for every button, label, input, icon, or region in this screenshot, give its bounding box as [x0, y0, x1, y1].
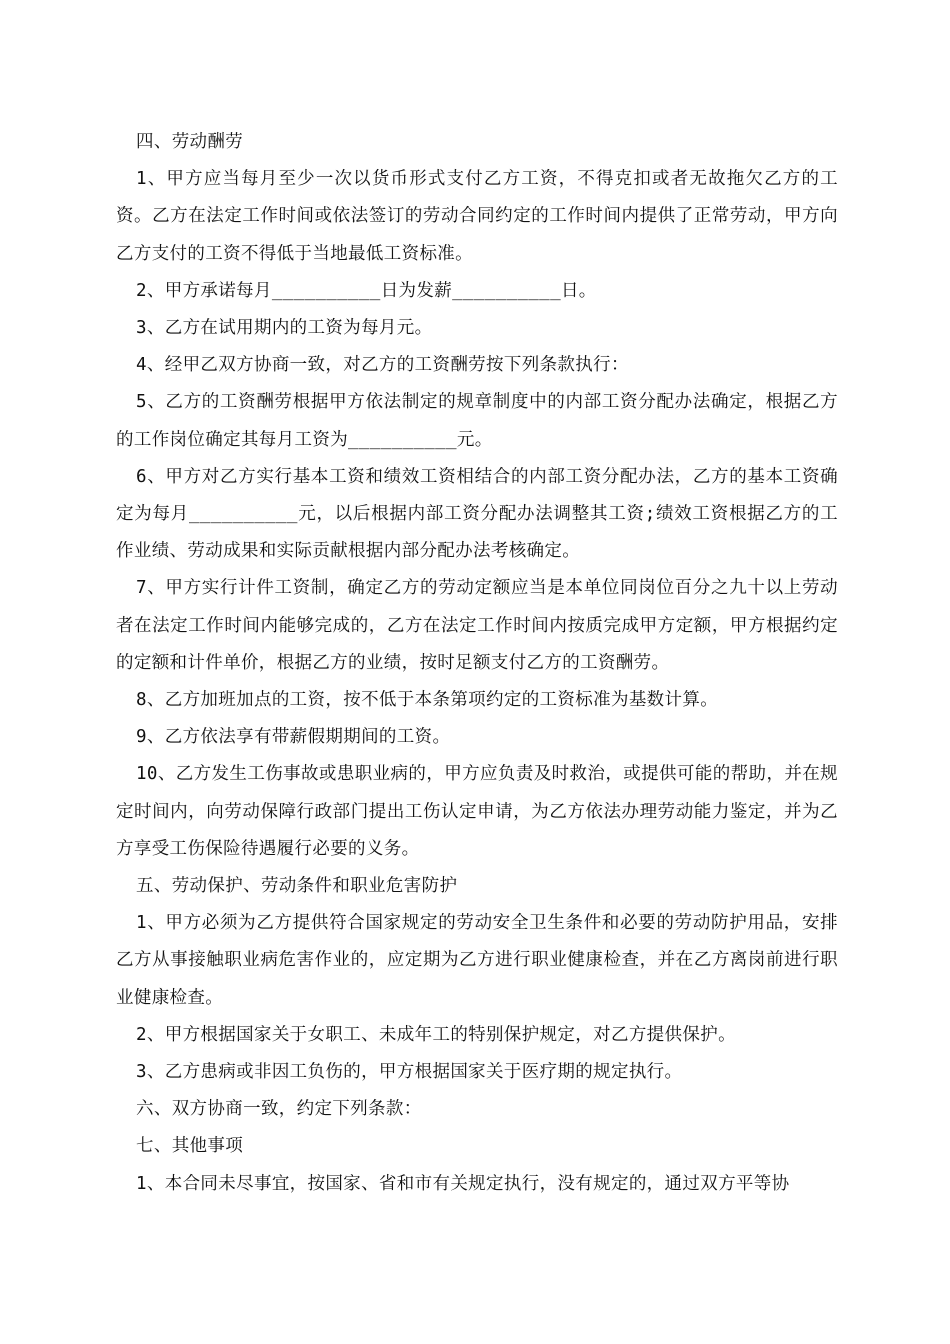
clause-4-4: 4、经甲乙双方协商一致，对乙方的工资酬劳按下列条款执行：: [136, 355, 629, 376]
clause-5-3: 3、乙方患病或非因工负伤的，甲方根据国家关于医疗期的规定执行。: [136, 1062, 683, 1083]
section-heading-labor-protection: 五、劳动保护、劳动条件和职业危害防护: [136, 876, 458, 897]
clause-4-6: 6、甲方对乙方实行基本工资和绩效工资相结合的内部工资分配办法，乙方的基本工资确定为每月__________元，以后根据内部工资分配办法调整其工资;绩效工资根据乙方的工作业绩、劳动成果和实际贡献根据内部分配办法考核确定。: [116, 466, 838, 562]
section-heading-labor-pay: 四、劳动酬劳: [136, 132, 244, 152]
clause-4-2: 2、甲方承诺每月__________日为发薪__________日。: [136, 280, 597, 301]
clause-4-10: 10、乙方发生工伤事故或患职业病的，甲方应负责及时救治，或提供可能的帮助，并在规定时间内，向劳动保障行政部门提出工伤认定申请，为乙方依法办理劳动能力鉴定，并为乙方享受工伤保险待遇履行必要的义务。: [116, 764, 838, 859]
clause-7-1: 1、本合同未尽事宜，按国家、省和市有关规定执行，没有规定的，通过双方平等协: [136, 1173, 790, 1194]
clause-4-9: 9、乙方依法享有带薪假期期间的工资。: [136, 727, 451, 748]
clause-4-8: 8、乙方加班加点的工资，按不低于本条第项约定的工资标准为基数计算。: [136, 690, 719, 711]
clause-4-5: 5、乙方的工资酬劳根据甲方依法制定的规章制度中的内部工资分配办法确定，根据乙方的工作岗位确定其每月工资为__________元。: [116, 392, 838, 450]
clause-5-2: 2、甲方根据国家关于女职工、未成年工的特别保护规定，对乙方提供保护。: [136, 1024, 736, 1045]
section-heading-other-matters: 七、其他事项: [136, 1136, 244, 1157]
clause-4-3: 3、乙方在试用期内的工资为每月元。: [136, 318, 433, 339]
section-heading-agreed-terms: 六、双方协商一致，约定下列条款：: [136, 1099, 422, 1120]
clause-5-1: 1、甲方必须为乙方提供符合国家规定的劳动安全卫生条件和必要的劳动防护用品，安排乙方从事接触职业病危害作业的，应定期为乙方进行职业健康检查，并在乙方离岗前进行职业健康检查。: [116, 913, 838, 1008]
clause-4-7: 7、甲方实行计件工资制，确定乙方的劳动定额应当是本单位同岗位百分之九十以上劳动者在法定工作时间内能够完成的，乙方在法定工作时间内按质完成甲方定额，甲方根据约定的定额和计件单价，根据乙方的业绩，按时足额支付乙方的工资酬劳。: [116, 578, 838, 673]
clause-4-1: 1、甲方应当每月至少一次以货币形式支付乙方工资，不得克扣或者无故拖欠乙方的工资。乙方在法定工作时间或依法签订的劳动合同约定的工作时间内提供了正常劳动，甲方向乙方支付的工资不得低于当地最低工资标准。: [116, 169, 838, 264]
